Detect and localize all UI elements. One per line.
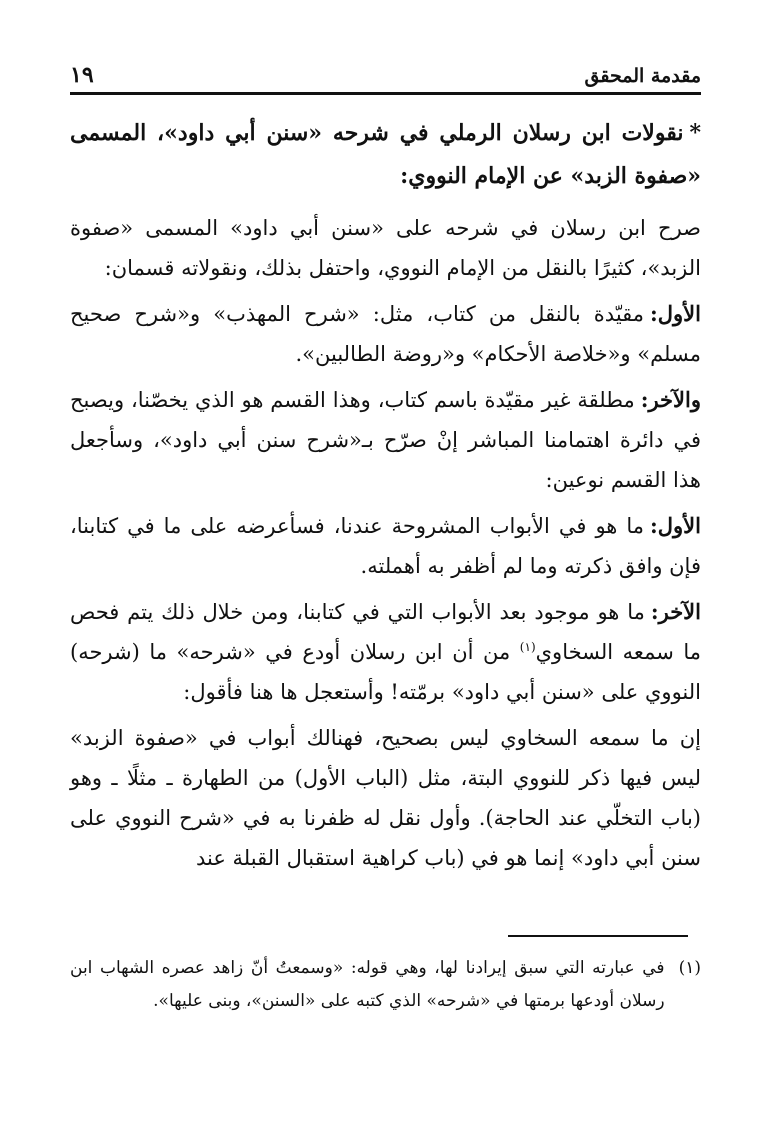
footnote-marker: (١): [678, 958, 701, 978]
page-header: [70, 52, 701, 86]
paragraph-text: ما هو في الأبواب المشروحة عندنا، فسأعرضه على ما في كتابنا، فإن وافق ذكرته وما لم أظفر به أهملته.: [70, 514, 701, 578]
paragraph-lead: الآخر:: [650, 599, 701, 624]
footnote-rule: [508, 935, 688, 937]
paragraph-lead: والآخر:: [640, 387, 701, 412]
paragraph-text: إن ما سمعه السخاوي ليس بصحيح، فهنالك أبواب في «صفوة الزبد» ليس فيها ذكر للنووي البتة، مثل (الباب الأول) من الطهارة ـ مثلًا ـ وهو (باب التخلّي عند الحاجة). وأول نقل له ظفرنا به في «شرح النووي على سنن أبي داود» إنما هو في (باب كراهية استقبال القبلة عند: [70, 726, 701, 870]
running-title: مقدمة المحقق: [584, 65, 701, 87]
footnote: [70, 952, 701, 1018]
paragraph-lead: الأول:: [650, 513, 701, 538]
heading-star-marker: *: [689, 120, 701, 146]
paragraph-text: صرح ابن رسلان في شرحه على «سنن أبي داود» المسمى «صفوة الزبد»، كثيرًا بالنقل من الإمام النووي، واحتفل بذلك، ونقولاته قسمان:: [70, 216, 701, 280]
paragraph-intro: [70, 208, 701, 288]
paragraph-lead: الأول:: [650, 301, 701, 326]
paragraph-kind-one: [70, 506, 701, 586]
paragraph-text: ما هو موجود بعد الأبواب التي في كتابنا، ومن خلال ذلك يتم فحص ما سمعه السخاوي: [70, 600, 702, 664]
section-heading: [70, 112, 701, 198]
footnote-reference[interactable]: (١): [519, 640, 536, 654]
paragraph-text: مقيّدة بالنقل من كتاب، مثل: «شرح المهذب» و«شرح صحيح مسلم» و«خلاصة الأحكام» و«روضة الطالبين».: [70, 302, 701, 366]
main-text: [70, 112, 701, 884]
footnote-text: في عبارته التي سبق إيرادنا لها، وهي قوله: «وسمعتُ أنّ زاهد عصره الشهاب ابن رسلان أودعها برمتها في «شرحه» الذي كتبه على «السنن»، وبنى عليها».: [70, 958, 665, 1011]
paragraph-conclusion: [70, 718, 701, 878]
header-rule: [70, 92, 701, 95]
paragraph-kind-two: [70, 592, 701, 712]
paragraph-text: مطلقة غير مقيّدة باسم كتاب، وهذا القسم هو الذي يخصّنا، ويصبح في دائرة اهتمامنا المباشر إنْ صرّح بـ«شرح سنن أبي داود»، وسأجعل هذا القسم نوعين:: [70, 388, 701, 492]
paragraph-second-type: [70, 380, 701, 500]
paragraph-first-type: [70, 294, 701, 374]
paragraph-text-continued: من أن ابن رسلان أودع في «شرحه» ما (شرحه) النووي على «سنن أبي داود» برمّته! وأستعجل ها هنا فأقول:: [70, 640, 701, 704]
heading-text: نقولات ابن رسلان الرملي في شرحه «سنن أبي داود»، المسمى «صفوة الزبد» عن الإمام النووي:: [70, 120, 701, 189]
page-number: ١٩: [70, 62, 94, 88]
